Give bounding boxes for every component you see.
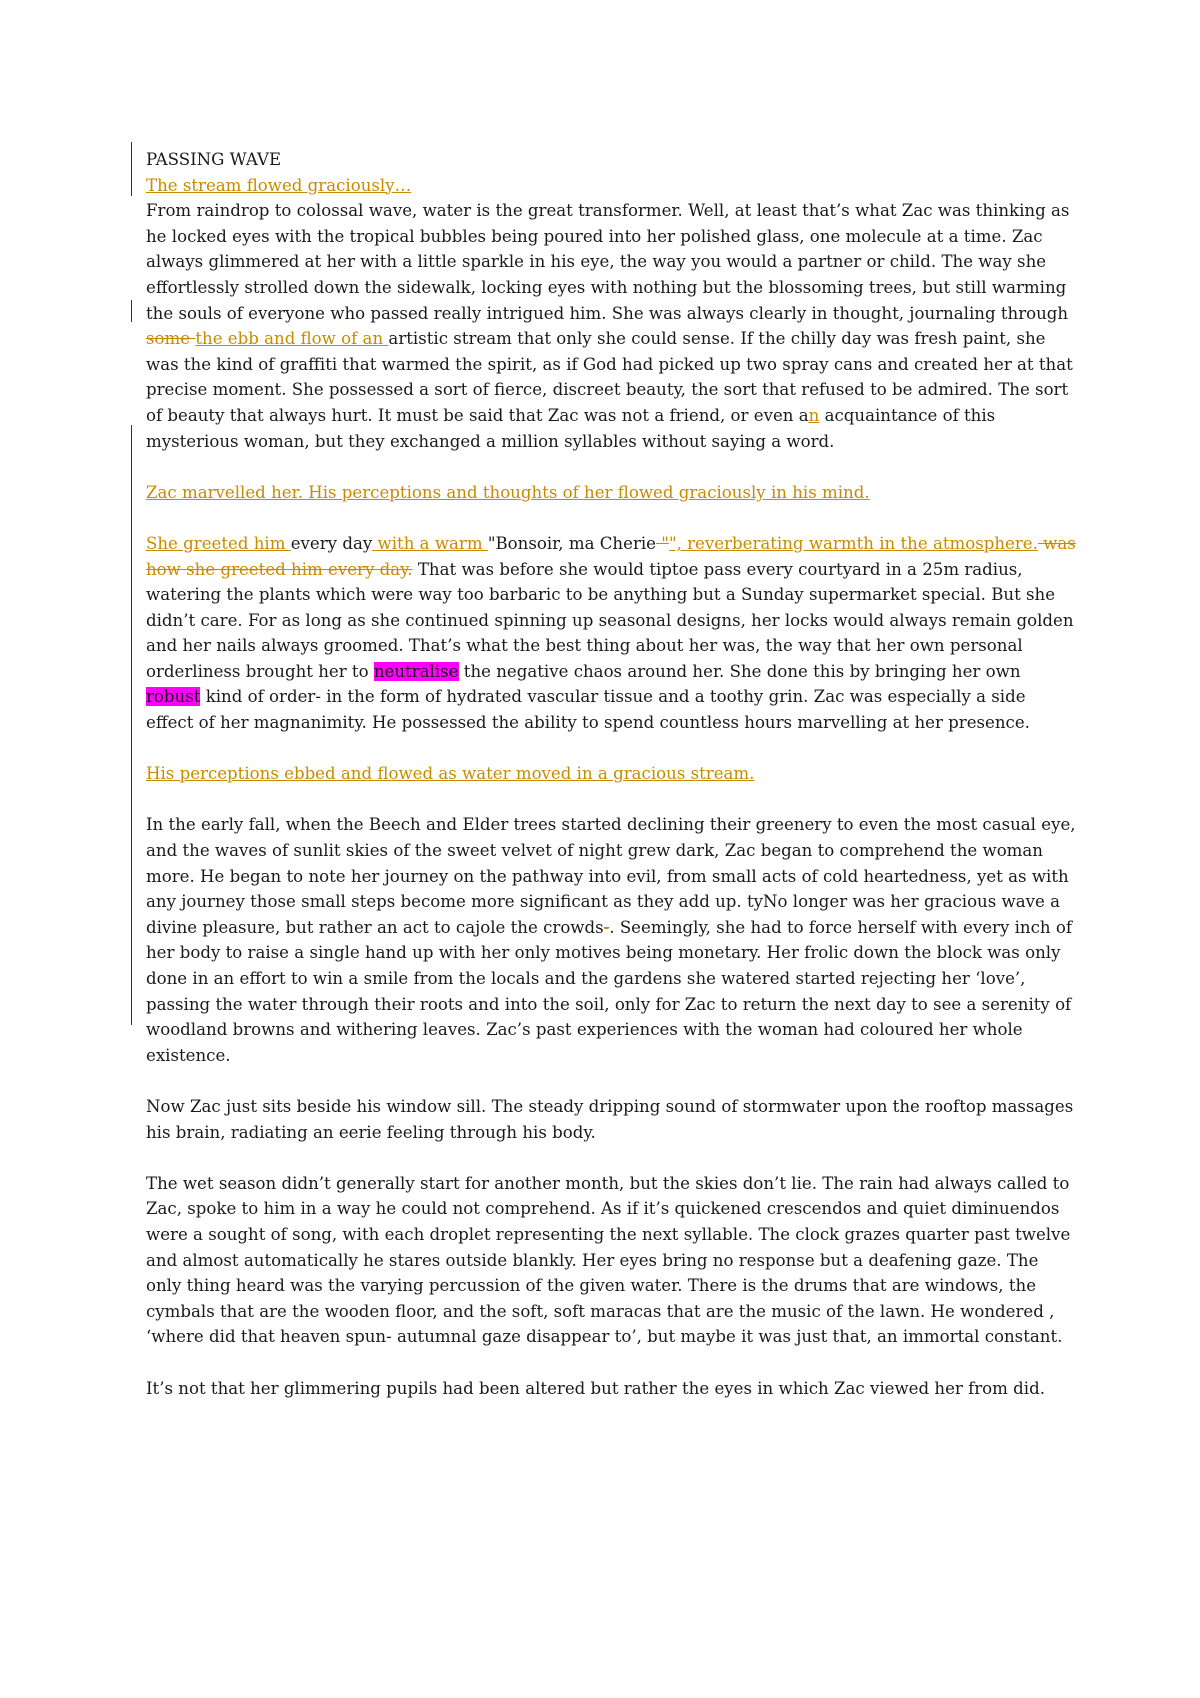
- change-bar: [131, 980, 132, 1002]
- paragraph-2: Zac marvelled her. His perceptions and thoughts of her flowed graciously in his mind.: [146, 482, 870, 502]
- inserted-text: the ebb and flow of an: [195, 329, 389, 349]
- highlighted-word: robust: [146, 687, 201, 707]
- paragraph-4: His perceptions ebbed and flowed as water moved in a gracious stream.: [146, 764, 755, 784]
- text-run: acquaintance of this mysterious woman, but they exchanged a million syllables without saying a word.: [146, 405, 996, 451]
- text-run: . Seemingly, she had to force herself with every inch of her body to raise a single hand up with her only motives being monetary. Her frolic down the block was only done in an effort to win a smile from the locals and the gardens she watered started rejecting her ‘love’, passing the water through their roots and into the soil, only for Zac to return the next day to see a serenity of woodland browns and withering leaves. Zac’s past experiences with the woman had coloured her whole existence.: [146, 917, 1072, 1065]
- deleted-text: was how she greeted him every day.: [146, 533, 1076, 579]
- text-run: In the early fall, when the Beech and Elder trees started declining their greenery to even the most casual eye, and the waves of sunlit skies of the sweet velvet of night grew dark, Zac began to comprehend the woman more. He began to note her journey on the pathway into evil, from small acts of cold heartedness, yet as with any journey those small steps become more significant as they add up. tyNo longer was her gracious wave a divine pleasure, but rather an act to cajole the crowds: [146, 815, 1076, 937]
- text-run: kind of order- in the form of hydrated vascular tissue and a toothy grin. Zac was especially a side effect of her magnanimity. He possessed the ability to spend countless hours marvelling at her presence.: [146, 687, 1030, 733]
- inserted-text: n: [808, 405, 820, 425]
- paragraph-7: The wet season didn’t generally start for another month, but the skies don’t lie. The rain had always called to Zac, spoke to him in a way he could not comprehend. As if it’s quickened crescendos and quiet diminuendos were a sought of song, with each droplet representing the next syllable. The clock grazes quarter past twelve and almost automatically he stares outside blankly. Her eyes bring no response but a deafening gaze. The only thing heard was the varying percussion of the given water. There is the drums that are windows, the cymbals that are the wooden floor, and the soft, soft maracas that are the music of the lawn. He wondered , ‘where did that heaven spun- autumnal gaze disappear to’, but maybe it was just that, an immortal constant.: [146, 1173, 1071, 1347]
- paragraph-1: [146, 198, 1076, 454]
- highlighted-word: neutralise: [373, 661, 459, 681]
- paragraph-3: [146, 531, 1076, 736]
- text-run: every day: [290, 533, 373, 553]
- inserted-text: with a warm: [372, 533, 488, 553]
- text-run: That was before she would tiptoe pass every courtyard in a 25m radius, watering the plants which were way too barbaric to be anything but a Sunday supermarket special. But she didn’t care. For as long as she continued spinning up seasonal designs, her locks would always remain golden and her nails always groomed. That’s what the best thing about her was, the way that her own personal orderliness brought her to: [146, 559, 1074, 681]
- change-bar: [131, 425, 132, 1025]
- paragraph-8: It’s not that her glimmering pupils had been altered but rather the eyes in which Zac viewed her from did.: [146, 1378, 1046, 1398]
- inserted-text: ", reverberating warmth in the atmosphere.: [668, 533, 1038, 553]
- text-run: From raindrop to colossal wave, water is the great transformer. Well, at least that’s what Zac was thinking as he locked eyes with the tropical bubbles being poured into her polished glass, one molecule at a time. Zac always glimmered at her with a little sparkle in his eye, the way you would a partner or child. The way she effortlessly strolled down the sidewalk, locking eyes with nothing but the blossoming trees, but still warming the souls of everyone who passed really intrigued him. She was always clearly in thought, journaling through: [146, 201, 1070, 323]
- paragraph-6: Now Zac just sits beside his window sill. The steady dripping sound of stormwater upon the rooftop massages his brain, radiating an eerie feeling through his body.: [146, 1096, 1074, 1142]
- inserted-text: She greeted him: [146, 533, 291, 553]
- deleted-text: ": [656, 533, 669, 553]
- document-body: [146, 147, 1076, 1401]
- document-title: PASSING WAVE: [146, 150, 282, 169]
- deleted-text: -: [603, 917, 610, 937]
- text-run: artistic stream that only she could sense. If the chilly day was fresh paint, she was the kind of graffiti that warmed the spirit, as if God had picked up two spray cans and created her at that precise moment. She possessed a sort of fierce, discreet beauty, the sort that refused to be admired. The sort of beauty that always hurt. It must be said that Zac was not a friend, or even a: [146, 329, 1073, 425]
- text-run: the negative chaos around her. She done this by bringing her own: [458, 661, 1021, 681]
- document-subtitle: The stream flowed graciously…: [146, 175, 412, 195]
- paragraph-5: [146, 812, 1076, 1068]
- deleted-text: some: [146, 329, 196, 349]
- change-bar: [131, 300, 132, 322]
- change-bar: [131, 142, 132, 196]
- text-run: "Bonsoir, ma Cherie: [487, 533, 657, 553]
